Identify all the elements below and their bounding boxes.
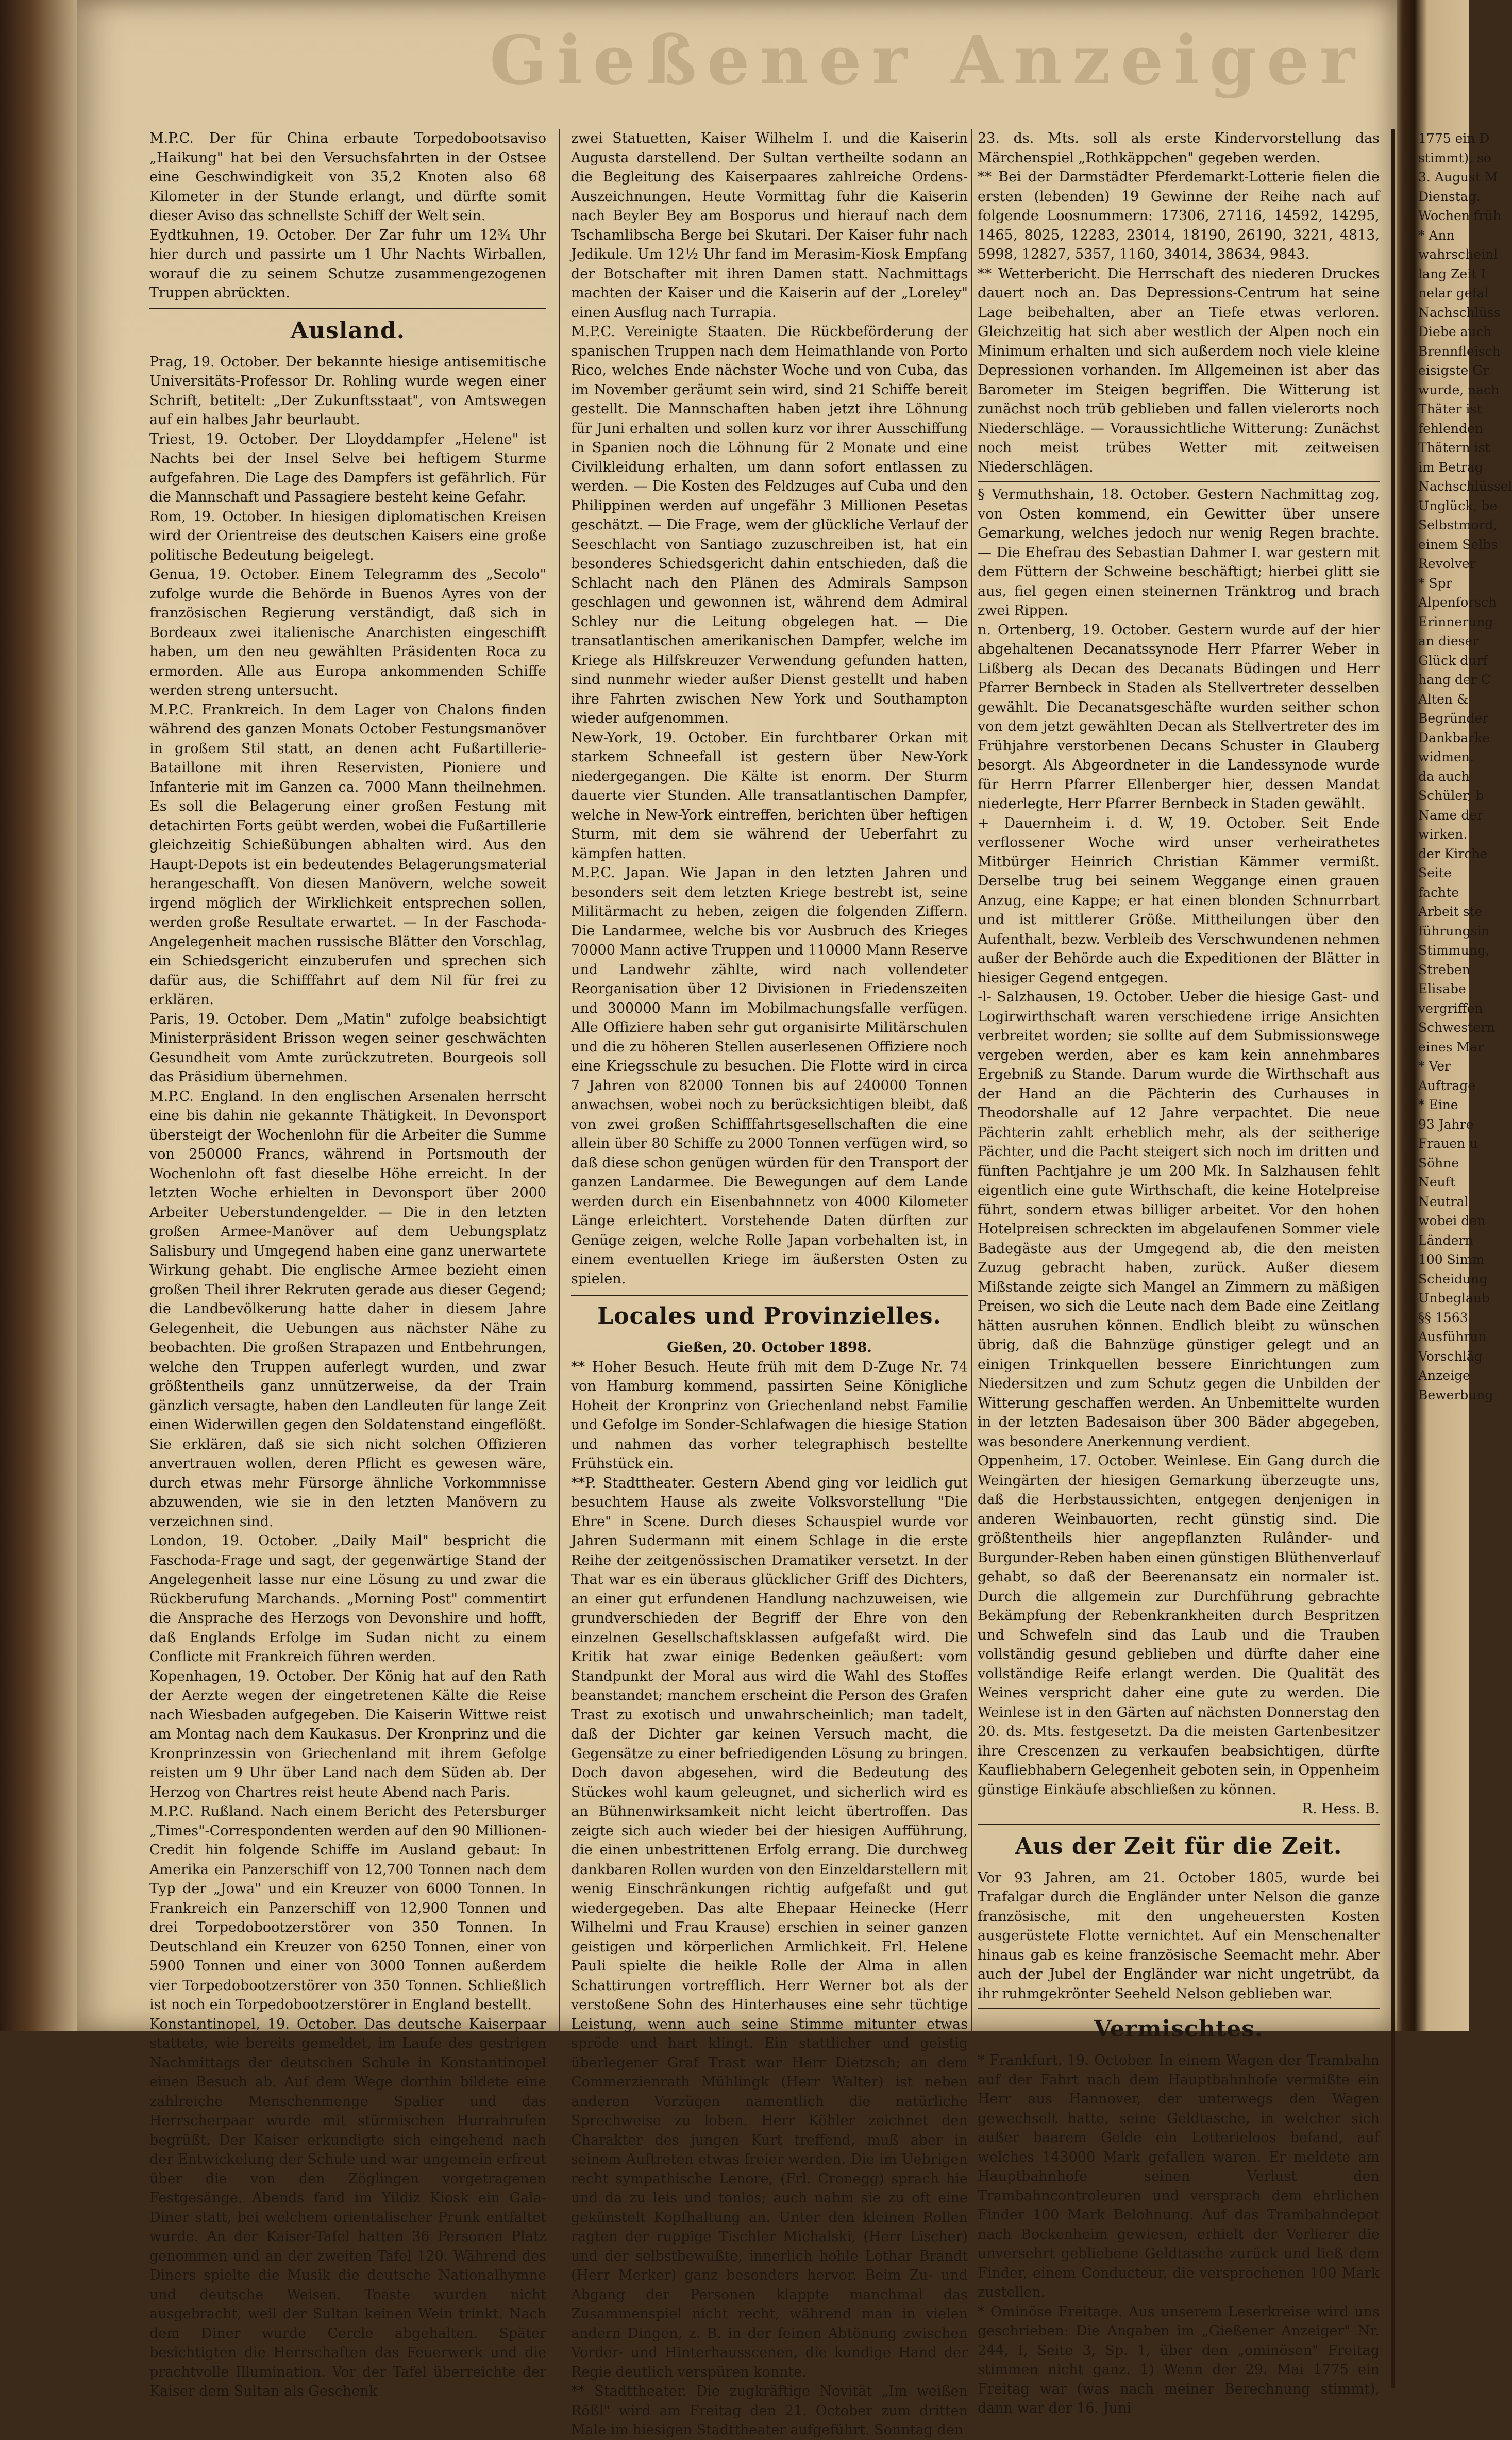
- article-stadttheater-notice: ** Stadttheater. Die zugkräftige Novität „Im weißen Rößl" wird am Freitag den 21. October zum dritten Male im hiesigen Stadttheater aufgeführt. Sonntag den: [571, 2383, 968, 2438]
- article-prag: Prag, 19. October. Der bekannte hiesige antisemitische Universitäts-Professor Dr. Rohling wurde wegen einer Schrift, betitelt: „Der Zukunftsstaat", von Amtswegen auf ein halbes Jahr beurlaubt.: [149, 354, 546, 428]
- margin-line: an dieser: [1418, 633, 1479, 648]
- margin-line: Anzeige: [1418, 1368, 1470, 1383]
- margin-line: Thätern ist: [1418, 440, 1490, 455]
- margin-line: Alten &: [1418, 691, 1469, 707]
- article-russland: M.P.C. Rußland. Nach einem Bericht des Petersburger „Times"-Correspondenten werden auf den 90 Millionen-Credit hin folgende Schiffe im Ausland gebaut: In Amerika ein Panzerschiff von 12,700 Tonnen nach dem Typ der „Jowa" und ein Kreuzer von 6000 Tonnen. In Frankreich ein Panzerschiff von 12,900 Tonnen und drei Torpedobootzerstörer von 350 Tonnen. In Deutschland ein Kreuzer von 6250 Tonnen, einer von 5900 Tonnen und einer von 3000 Tonnen außerdem vier Torpedobootzerstörer von 350 Tonnen. Schließlich ist noch ein Torpedobootzerstörer in England bestellt.: [149, 1803, 546, 2013]
- margin-line: Selbstmord,: [1418, 517, 1498, 532]
- section-heading-zeit: Aus der Zeit für die Zeit.: [1015, 1833, 1342, 1860]
- section-rule: [978, 1824, 1380, 1826]
- article-london: London, 19. October. „Daily Mail" bespricht die Faschoda-Frage und sagt, der gegenwärtige Stand der Angelegenheit lasse nur eine Lösung zu und zwar die Rückberufung Marchands. „Morning Post" commentirt die Ansprache des Herzogs von Devonshire und hofft, daß Englands Erfolge im Sudan nicht zu einem Conflicte mit Frankreich führen werden.: [149, 1533, 546, 1665]
- margin-line: Thäter ist: [1418, 402, 1482, 416]
- margin-line: Unglück, be: [1418, 498, 1498, 513]
- margin-line: Seite: [1418, 865, 1452, 880]
- margin-line: wahrscheinl: [1418, 247, 1498, 262]
- article-dauernheim: + Dauernheim i. d. W, 19. October. Seit Ende verflossener Woche wird unser verheirathetes Mitbürger Heinrich Christian Kämmer vermißt. Derselbe trug bei seinem Weggange einen grauen Anzug, eine Kappe; er hat einen blonden Schnurrbart und ist mittlerer Größe. Mittheilungen über den Aufenthalt, bezw. Verbleib des Verschwundenen nehmen außer der Behörde auch die Expeditionen der Blätter in hiesiger Gegend entgegen.: [978, 815, 1380, 986]
- margin-line: der Kirche: [1418, 846, 1488, 861]
- margin-line: * Spr: [1418, 575, 1452, 591]
- margin-line: Neutral: [1418, 1194, 1469, 1209]
- margin-line: vergriffen: [1418, 1000, 1483, 1016]
- margin-line: Frauen u: [1418, 1136, 1478, 1151]
- margin-line: Bewerbung: [1418, 1387, 1493, 1402]
- margin-line: wurde, nach: [1418, 382, 1500, 397]
- margin-line: Elisabe: [1418, 981, 1466, 996]
- margin-line: Vorschläg: [1418, 1348, 1483, 1364]
- article-japan: M.P.C. Japan. Wie Japan in den letzten Jahren und besonders seit dem letzten Kriege bestrebt ist, seine Militärmacht zu heben, zeigen die folgenden Ziffern. Die Landarmee, welche bis vor Ausbruch des Krieges 70000 Mann active Truppen und 110000 Mann Reserve und Landwehr zählte, wird nach vollendeter Reorganisation über 12 Divisionen in Friedenszeiten und 300000 Mann im Mobilmachungsfalle verfügen. Alle Offiziere haben sehr gut organisirte Militärschulen und die zu höheren Stellen auserlesenen Offiziere noch eine Kriegsschule zu besuchen. Die Flotte wird in circa 7 Jahren von 82000 Tonnen bis auf 240000 Tonnen anwachsen, wobei noch zu berücksichtigen bleibt, daß von zwei großen Schifffahrtsgesellschaften die eine allein über 80 Schiffe zu 2000 Tonnen verfügen wird, so daß diese schon genügen würden für den Transport der ganzen Landarmee. Die Bewegungen auf dem Lande werden durch ein Eisenbahnnetz von 4000 Kilometer Länge erleichtert. Vorstehende Daten dürften zur Genüge zeigen, welche Rolle Japan vorbehalten ist, in einem eventuellen Kriege im äußersten Osten zu spielen.: [571, 865, 968, 1287]
- margin-line: Scheidung: [1418, 1271, 1488, 1286]
- bleed-through-masthead: Gießener Anzeiger: [490, 21, 1365, 99]
- margin-line: 93 Jahre: [1418, 1116, 1474, 1132]
- margin-line: da auch: [1418, 768, 1470, 784]
- margin-line: nelar gefal: [1418, 286, 1489, 300]
- margin-line: einem Selbs: [1418, 537, 1498, 552]
- margin-line: Unbeglaub: [1418, 1291, 1490, 1306]
- column-2: [571, 129, 968, 2438]
- margin-line: Brennfleisch: [1418, 343, 1501, 359]
- column-3: [978, 129, 1380, 2416]
- section-rule: [571, 1294, 968, 1296]
- column-1: [149, 129, 546, 2399]
- margin-line: hang der C: [1418, 672, 1491, 687]
- article-signature: R. Hess. B.: [1302, 1801, 1380, 1817]
- article-england: M.P.C. England. In den englischen Arsenalen herrscht eine bis dahin nie gekannte Thätigkeit. In Devonsport übersteigt der Wochenlohn für die Arbeiter die Summe von 250000 Francs, während in Portsmouth der Wochenlohn oft fast dieselbe Höhe erreicht. In der letzten Woche erhielten in Devonsport über 2000 Arbeiter Ueberstundengelder. — Die in den letzten großen Armee-Manöver auf dem Uebungsplatz Salisbury und Umgegend haben eine ganz unerwartete Wirkung gehabt. Die englische Armee bezieht einen großen Theil ihrer Rekruten gerade aus dieser Gegend; die Landbevölkerung hatte daher in diesem Jahre Gelegenheit, die Uebungen aus nächster Nähe zu beobachten. Die großen Strapazen und Entbehrungen, welche den Truppen auferlegt wurden, und zwar größtentheils ganz unnützerweise, da der Train gänzlich versagte, haben den Landleuten für lange Zeit einen Widerwillen gegen den Soldatenstand eingeflößt. Sie erklären, daß sie sich nicht solchen Offizieren anvertrauen wollen, deren Pflicht es gewesen wäre, durch etwas mehr Fürsorge ähnliche Vorkommnisse abzuwenden, wie sie in den letzten Manövern zu verzeichnen sind.: [149, 1088, 546, 1530]
- article-genua: Genua, 19. October. Einem Telegramm des „Secolo" zufolge wurde die Behörde in Buenos Ayres von der französischen Regierung verständigt, daß sich in Bordeaux zwei italienische Anarchisten eingeschifft haben, um den neu gewählten Präsidenten Roca zu ermorden. Alle aus Europa ankommenden Schiffe werden streng untersucht.: [149, 566, 546, 698]
- column-4-partial: [1418, 129, 1512, 2378]
- article-china-aviso: M.P.C. Der für China erbaute Torpedobootsaviso „Haikung" hat bei den Versuchsfahrten in der Ostsee eine Geschwindigkeit von 35,2 Knoten also 68 Kilometer in der Stunde erlangt, und dürfte somit dieser Aviso das schnellste Schiff der Welt sein.: [149, 130, 546, 224]
- article-kopenhagen: Kopenhagen, 19. October. Der König hat auf den Rath der Aerzte wegen der eingetretenen Kälte die Reise nach Wiesbaden aufgegeben. Die Kaiserin Wittwe reist am Montag nach dem Kaukasus. Der Kronprinz und die Kronprinzessin von Griechenland mit ihrem Gefolge reisten um 9 Uhr über Land nach dem Süden ab. Der Herzog von Chartres reist heute Abend nach Paris.: [149, 1668, 546, 1800]
- margin-line: Arbeit ste: [1418, 904, 1483, 919]
- article-lotterie: ** Bei der Darmstädter Pferdemarkt-Lotterie fielen die ersten (lebenden) 19 Gewinne der Reihe nach auf folgende Loosnummern: 17306, 27116, 14592, 14295, 1465, 8025, 12283, 23014, 18190, 26190, 3221, 4813, 5998, 12827, 5357, 1160, 34014, 38634, 9843.: [978, 169, 1380, 262]
- margin-line: Schüler, b: [1418, 788, 1484, 803]
- gutter-edge: [1391, 129, 1395, 2388]
- article-vermuthshain: § Vermuthshain, 18. October. Gestern Nachmittag zog, von Osten kommend, ein Gewitter über unsere Gemarkung, welches jedoch nur wenig Regen brachte. — Die Ehefrau des Sebastian Dahmer I. war gestern mit dem Füttern der Schweine beschäftigt; hierbei glitt sie aus, fiel gegen einen steinernen Tränktrog und brach zwei Rippen.: [978, 487, 1380, 619]
- dateline: Gießen, 20. October 1898.: [667, 1340, 872, 1356]
- margin-line: Dienstag.: [1418, 189, 1481, 204]
- margin-line: wobei den: [1418, 1213, 1486, 1228]
- article-trafalgar: Vor 93 Jahren, am 21. October 1805, wurde bei Trafalgar durch die Engländer unter Nelson die ganze französische, mit den ungeheuersten Kosten ausgerüstete Flotte vernichtet. Auf ein Menschenalter hinaus gab es keine französische Seemacht mehr. Aber auch der Jubel der Engländer war nicht ungetrübt, da ihr ruhmgekrönter Seeheld Nelson geblieben war.: [978, 1869, 1380, 2002]
- margin-line: im Betrag: [1418, 459, 1483, 475]
- margin-line: * Ver: [1418, 1059, 1451, 1074]
- section-heading-locales: Locales und Provinzielles.: [597, 1303, 942, 1329]
- margin-line: §§ 1563: [1418, 1310, 1468, 1325]
- margin-line: 3. August M: [1418, 170, 1498, 185]
- divider: [978, 2008, 1380, 2009]
- margin-line: fachte: [1418, 884, 1459, 900]
- margin-line: * Ann: [1418, 227, 1455, 243]
- margin-line: Ausführun: [1418, 1329, 1487, 1344]
- article-frankreich: M.P.C. Frankreich. In dem Lager von Chalons finden während des ganzen Monats October Festungsmanöver in großem Stil statt, an denen acht Fußartillerie-Bataillone mit ihren Reservisten, Pioniere und Infanterie mit im Ganzen ca. 7000 Mann theilnehmen. Es soll die Belagerung einer großen Festung mit detachirten Forts geübt werden, wobei die Fußartillerie gleichzeitig Schießübungen abhalten wird. Aus den Haupt-Depots ist ein bedeutendes Belagerungsmaterial herangeschafft. Von diesen Manövern, welche soweit irgend möglich der Wirklichkeit entsprechen sollen, werden große Resultate erwartet. — In der Faschoda-Angelegenheit machen russische Blätter den Vorschlag, ein Schiedsgericht einzuberufen und sprechen sich dafür aus, die Schifffahrt auf dem Nil für frei zu erklären.: [149, 701, 546, 1008]
- margin-line: Revolver: [1418, 556, 1476, 571]
- margin-line: eisigste Gr: [1418, 363, 1489, 378]
- margin-line: Ländern: [1418, 1232, 1473, 1248]
- article-wetterbericht: ** Wetterbericht. Die Herrschaft des niederen Druckes dauert noch an. Das Depressions-Centrum hat seine Lage beibehalten, aber an Tiefe etwas verloren. Gleichzeitig hat sich aber westlich der Alpen noch ein Minimum erhalten und sich außerdem noch viele kleine Depressionen vorhanden. Im Allgemeinen ist aber das Barometer im Steigen begriffen. Die Witterung ist zunächst noch trüb geblieben und fallen vielerorts noch Niederschläge. — Voraussichtliche Witterung: Zunächst noch meist trübes Wetter mit zeitweisen Niederschlägen.: [978, 265, 1380, 475]
- divider: [978, 481, 1380, 482]
- column-rule: [559, 129, 560, 2388]
- margin-line: Auftrage: [1418, 1078, 1476, 1093]
- article-salzhausen: -l- Salzhausen, 19. October. Ueber die hiesige Gast- und Logirwirthschaft waren verschiedene irrige Ansichten verbreitet worden; sie sollte auf dem Submissionswege vergeben werden, aber es kam kein annehmbares Ergebniß zu Stande. Darum wurde die Wirthschaft aus der Hand an die Pächterin des Curhauses in Theodorshalle auf 12 Jahre verpachtet. Die neue Pächterin zahlt erheblich mehr, als der seitherige Pächter, und die Pacht steigert sich noch im dritten und fünften Pachtjahre je um 200 Mk. In Salzhausen fehlt eigentlich eine gute Wirthschaft, die keine Hotelpreise führt, sondern etwas billiger arbeitet. Vor den hohen Hotelpreisen schreckten im abgelaufenen Sommer viele Badegäste aus der Umgegend ab, die den meisten Zuzug gebracht haben, zurück. Außer diesem Mißstande zeigte sich Mangel an Zimmern zu mäßigen Preisen, wo sich die Leute nach dem Bade eine Zeitlang hätten ausruhen können. Endlich bleibt zu wünschen übrig, daß die Bahnzüge günstiger gelegt und an einigen Trinkquellen bessere Einrichtungen zum Niedersitzen und zum Schutz gegen die Unbilden der Witterung geschaffen werden. An Unbemittelte wurden in der letzten Badesaison über 300 Bäder abgegeben, was besondere Anerkennung verdient.: [978, 989, 1380, 1450]
- margin-line: eines Mar: [1418, 1039, 1484, 1055]
- margin-line: stimmt), so: [1418, 150, 1491, 165]
- column-rule: [971, 129, 972, 2388]
- article-frankfurt: * Frankfurt, 19. October. In einem Wagen der Trambahn auf der Fahrt nach dem Hauptbahnhofe vermißte ein Herr aus Hannover, der unterwegs den Wagen gewechselt hatte, seine Geldtasche, in welcher sich außer baarem Gelde ein Lotterieloos befand, auf welches 143000 Mark gefallen waren. Er meldete am Hauptbahnhofe seinen Verlust den Trambahncontroleuren und versprach dem ehrlichen Finder 100 Mark Belohnung. Auf das Trambahndepot nach Bockenheim gewiesen, erhielt der Verlierer die unversehrt gebliebene Geldtasche zurück und ließ dem Finder, einem Conducteur, die versprochenen 100 Mark zustellen.: [978, 2052, 1380, 2300]
- article-stadttheater-review: **P. Stadttheater. Gestern Abend ging vor leidlich gut besuchtem Hause als zweite Volksvorstellung "Die Ehre" in Scene. Durch dieses Schauspiel wurde vor Jahren Sudermann mit einem Schlage in die erste Reihe der zeitgenössischen Dramatiker versetzt. In der That war es ein überaus glücklicher Griff des Dichters, an einer gut erfundenen Handlung nachzuweisen, wie grundverschieden der Begriff der Ehre von den einzelnen Gesellschaftsklassen aufgefaßt wird. Die Kritik hat zwar einige Bedenken geäußert: vom Standpunkt der Moral aus wird die Wahl des Stoffes beanstandet; manchem erscheint die Person des Grafen Trast zu exotisch und unwahrscheinlich; man tadelt, daß der Dichter gar keinen Versuch macht, die Gegensätze zu einer befriedigenden Lösung zu bringen. Doch davon abgesehen, wird die Bedeutung des Stückes wohl kaum geleugnet, und sicherlich wird es an Bühnenwirksamkeit nicht leicht übertroffen. Das zeigte sich auch wieder bei der hiesigen Aufführung, die einen unbestrittenen Erfolg errang. Die durchweg dankbaren Rollen wurden von den Einzeldarstellern mit wenig Einschränkungen richtig aufgefaßt und gut wiedergegeben. Das alte Ehepaar Heinecke (Herr Wilhelmi und Frau Krause) erschien in seiner ganzen geistigen und körperlichen Armlichkeit. Frl. Helene Pauli spielte die heikle Rolle der Alma in allen Schattirungen vortrefflich. Herr Werner bot als der verstoßene Sohn des Hinterhauses eine sehr tüchtige Leistung, wenn auch seine Stimme mitunter etwas spröde und hart klingt. Ein stattlicher und geistig überlegener Graf Trast war Herr Dietzsch; an dem Commerzienrath Mühlingk (Herr Walter) ist neben anderen Vorzügen namentlich die natürliche Sprechweise zu loben. Herr Köhler zeichnet den Charakter des jungen Kurt treffend, muß aber in seinem Auftreten etwas freier werden. Die im Uebrigen recht sympathische Lenore, (Frl. Cronegg) sprach hie und da zu leis und tonlos; auch nahm sie zu oft eine gekünstelt Kopfhaltung an. Unter den kleinen Rollen ragten der ruppige Tischler Michalski, (Herr Lischer) und der selbstbewußte, innerlich hohle Lothar Brandt (Herr Merker) ganz besonders hervor. Beim Zu- und Abgang der Personen klappte manchmal das Zusammenspiel nicht recht, während man in vielen andern Dingen, z. B. in der feinen Abtönung zwischen Vorder- und Hinterhausscenen, die kundige Hand der Regie deutlich verspüren konnte.: [571, 1475, 968, 2380]
- margin-line: Nachschlüssel: [1418, 479, 1512, 494]
- article-vereinigte-staaten: M.P.C. Vereinigte Staaten. Die Rückbeförderung der spanischen Truppen nach dem Heimathlande von Porto Rico, welches Ende nächster Woche und von Cuba, das im November geräumt sein wird, sind 21 Schiffe bereit gestellt. Die Mannschaften haben jetzt ihre Löhnung für Juni erhalten und sollen kurz vor ihrer Ausschiffung in Spanien noch die Löhnung für 2 Monate und eine Civilkleidung erhalten, um dann sofort entlassen zu werden. — Die Kosten des Feldzuges auf Cuba und den Philippinen werden auf ungefähr 3 Millionen Pesetas geschätzt. — Die Frage, wem der glückliche Verlauf der Seeschlacht von Santiago zuzuschreiben ist, hat ein besonderes Schiedsgericht dahin entschieden, daß die Schlacht nach den Plänen des Admirals Sampson geschlagen und gewonnen ist, während dem Admiral Schley nur die Leitung obgelegen hat. — Die transatlantischen amerikanischen Dampfer, welche im Kriege als Hilfskreuzer Verwendung gefunden hatten, sind nunmehr wieder außer Dienst gestellt und haben ihre Fahrten zwischen New York und Southampton wieder aufgenommen.: [571, 324, 968, 726]
- margin-line: Streben: [1418, 962, 1470, 977]
- article-ortenberg: n. Ortenberg, 19. October. Gestern wurde auf der hier abgehaltenen Decanatssynode Herr Pfarrer Weber in Lißberg als Decan des Decanats Büdingen und Herr Pfarrer Bernbeck in Staden als Stellvertreter desselben gewählt. Die Decanatsgeschäfte wurden seither schon von dem jetzt gewählten Decan als Stellvertreter des im Frühjahre verstorbenen Decans Schuster in Glauberg besorgt. Als Abgeordneter in die Landessynode wurde für Herrn Pfarrer Ellenberger hier, dessen Mandat niederlegte, Herr Pfarrer Bernbeck in Staden gewählt.: [978, 622, 1380, 812]
- margin-line: Schwestern: [1418, 1020, 1496, 1035]
- margin-line: Alpenforsch: [1418, 595, 1497, 610]
- margin-line: Name der: [1418, 807, 1483, 823]
- margin-line: Begründer: [1418, 711, 1489, 726]
- margin-line: 100 Simm: [1418, 1252, 1485, 1267]
- article-triest: Triest, 19. October. Der Lloyddampfer „Helene" ist Nachts bei der Insel Selve bei heftigem Sturme aufgefahren. Die Lage des Dampfers ist gefährlich. Für die Mannschaft und Passagiere besteht keine Gefahr.: [149, 431, 546, 505]
- article-rom: Rom, 19. October. In hiesigen diplomatischen Kreisen wird der Orientreise des deutschen Kaisers eine große politische Bedeutung beigelegt.: [149, 508, 546, 563]
- article-oppenheim: Oppenheim, 17. October. Weinlese. Ein Gang durch die Weingärten der hiesigen Gemarkung überzeugte uns, daß die Herbstaussichten, entgegen denjenigen in anderen Weinbauorten, recht günstig sind. Die größtentheils hier angepflanzten Rulânder- und Burgunder-Reben haben einen günstigen Blüthenverlauf gehabt, so daß der Beerenansatz ein normaler ist. Durch die allgemein zur Durchführung gebrachte Bekämpfung der Rebenkrankheiten durch Bespritzen und Schwefeln sind das Laub und die Trauben vollständig gesund geblieben und dürfte daher eine vollständige Reife erlangt werden. Die Qualität des Weines verspricht daher eine gute zu werden. Die Weinlese ist in den Gärten auf nächsten Donnerstag den 20. ds. Mts. festgesetzt. Da die meisten Gartenbesitzer ihre Crescenzen zu verkaufen beabsichtigen, dürfte Kaufliebhabern Gelegenheit geboten sein, in Oppenheim günstige Einkäufe abschließen zu können.: [978, 1453, 1380, 1798]
- section-heading-ausland: Ausland.: [290, 317, 406, 344]
- margin-line: Dankbarke: [1418, 730, 1490, 745]
- margin-line: 1775 ein D: [1418, 131, 1490, 146]
- margin-line: Wochen früh: [1418, 208, 1502, 223]
- article-eydtkuhnen: Eydtkuhnen, 19. October. Der Zar fuhr um 12¾ Uhr hier durch und passirte um 1 Uhr Nachts Wirballen, worauf die zu seinem Schutze zusammengezogenen Truppen abrückten.: [149, 227, 546, 301]
- margin-line: wirken.: [1418, 827, 1468, 842]
- margin-line: Glück durf: [1418, 653, 1488, 668]
- margin-line: lang Zeit I: [1418, 266, 1486, 281]
- article-new-york: New-York, 19. October. Ein furchtbarer Orkan mit starkem Schneefall ist gestern über New-York niedergegangen. Die Kälte ist enorm. Der Sturm dauerte vier Stunden. Alle transatlantischen Dampfer, welche in New-York eintreffen, berichten über heftigen Sturm, mit dem sie während der Ueberfahrt zu kämpfen hatten.: [571, 729, 968, 862]
- article-stadttheater-cont: 23. ds. Mts. soll als erste Kindervorstellung das Märchenspiel „Rothkäppchen" gegeben werden.: [978, 130, 1380, 166]
- article-ominoese-freitage: * Ominöse Freitage. Aus unserem Leserkreise wird uns geschrieben: Die Angaben im „Gießener Anzeiger" Nr. 244, I, Seite 3, Sp. 1, über den „ominösen" Freitag stimmen nicht ganz. 1) Wenn der 29. Mai 1775 ein Freitag war (was nach meiner Berechnung stimmt), dann war der 16. Juni: [978, 2303, 1380, 2416]
- margin-line: Nachschlüss: [1418, 305, 1501, 320]
- margin-line: Neuft: [1418, 1175, 1456, 1190]
- article-konstantinopel: Konstantinopel, 19. October. Das deutsche Kaiserpaar stattete, wie bereits gemeldet, im Laufe des gestrigen Nachmittags der deutschen Schule in Konstantinopel einen Besuch ab. Auf dem Wege dorthin bildete eine zahlreiche Menschenmenge Spalier und das Herrscherpaar wurde mit stürmischen Hurrahrufen begrüßt. Der Kaiser erkundigte sich eingehend nach der Entwickelung der Schule und war ungemein erfreut über die von den Zöglingen vorgetragenen Festgesänge. Abends fand im Yildiz Kiosk ein Gala-Diner statt, bei welchem orientalischer Prunk entfaltet wurde. An der Kaiser-Tafel hatten 36 Personen Platz genommen und an der zweiten Tafel 120. Während des Diners spielte die Musik die deutsche Nationalhymne und deutsche Weisen. Toaste wurden nicht ausgebracht, weil der Sultan keinen Wein trinkt. Nach dem Diner wurde Cercle abgehalten. Später besichtigten die Herrschaften das Feuerwerk und die prachtvolle Illumination. Vor der Tafel überreichte der Kaiser dem Sultan als Geschenk: [149, 2016, 546, 2399]
- article-konstantinopel-cont: zwei Statuetten, Kaiser Wilhelm I. und die Kaiserin Augusta darstellend. Der Sultan vertheilte sodann an die Begleitung des Kaiserpaares zahlreiche Ordens-Auszeichnungen. Heute Vormittag fuhr die Kaiserin nach Beyler Bey am Bosporus und hierauf nach dem Tschamlibscha Berge bei Skutari. Der Kaiser fuhr nach Jedikule. Um 12½ Uhr fand im Merasim-Kiosk Empfang der Botschafter mit ihren Damen statt. Nachmittags machten der Kaiser und die Kaiserin auf der „Loreley" einen Ausflug nach Turrapia.: [571, 130, 968, 321]
- article-paris: Paris, 19. October. Dem „Matin" zufolge beabsichtigt Ministerpräsident Brisson wegen seiner geschwächten Gesundheit vom Amte zurückzutreten. Bourgeois soll das Präsidium übernehmen.: [149, 1011, 546, 1085]
- margin-line: fehlenden: [1418, 421, 1483, 436]
- margin-line: führungsin: [1418, 923, 1490, 939]
- margin-line: * Eine: [1418, 1097, 1458, 1112]
- section-rule: [149, 308, 546, 310]
- margin-line: Diebe auch: [1418, 324, 1492, 339]
- margin-line: Stimmung,: [1418, 943, 1490, 958]
- article-hoher-besuch: ** Hoher Besuch. Heute früh mit dem D-Zuge Nr. 74 von Hamburg kommend, passirten Seine Königliche Hoheit der Kronprinz von Griechenland nebst Familie und Gefolge im Sonder-Schlafwagen die hiesige Station und nahmen das vorher telegraphisch bestellte Frühstück ein.: [571, 1359, 968, 1472]
- margin-line: widmen.: [1418, 749, 1474, 764]
- margin-line: Söhne: [1418, 1155, 1459, 1171]
- margin-line: Erinnerung: [1418, 614, 1493, 629]
- section-heading-vermischtes: Vermischtes.: [1094, 2016, 1264, 2042]
